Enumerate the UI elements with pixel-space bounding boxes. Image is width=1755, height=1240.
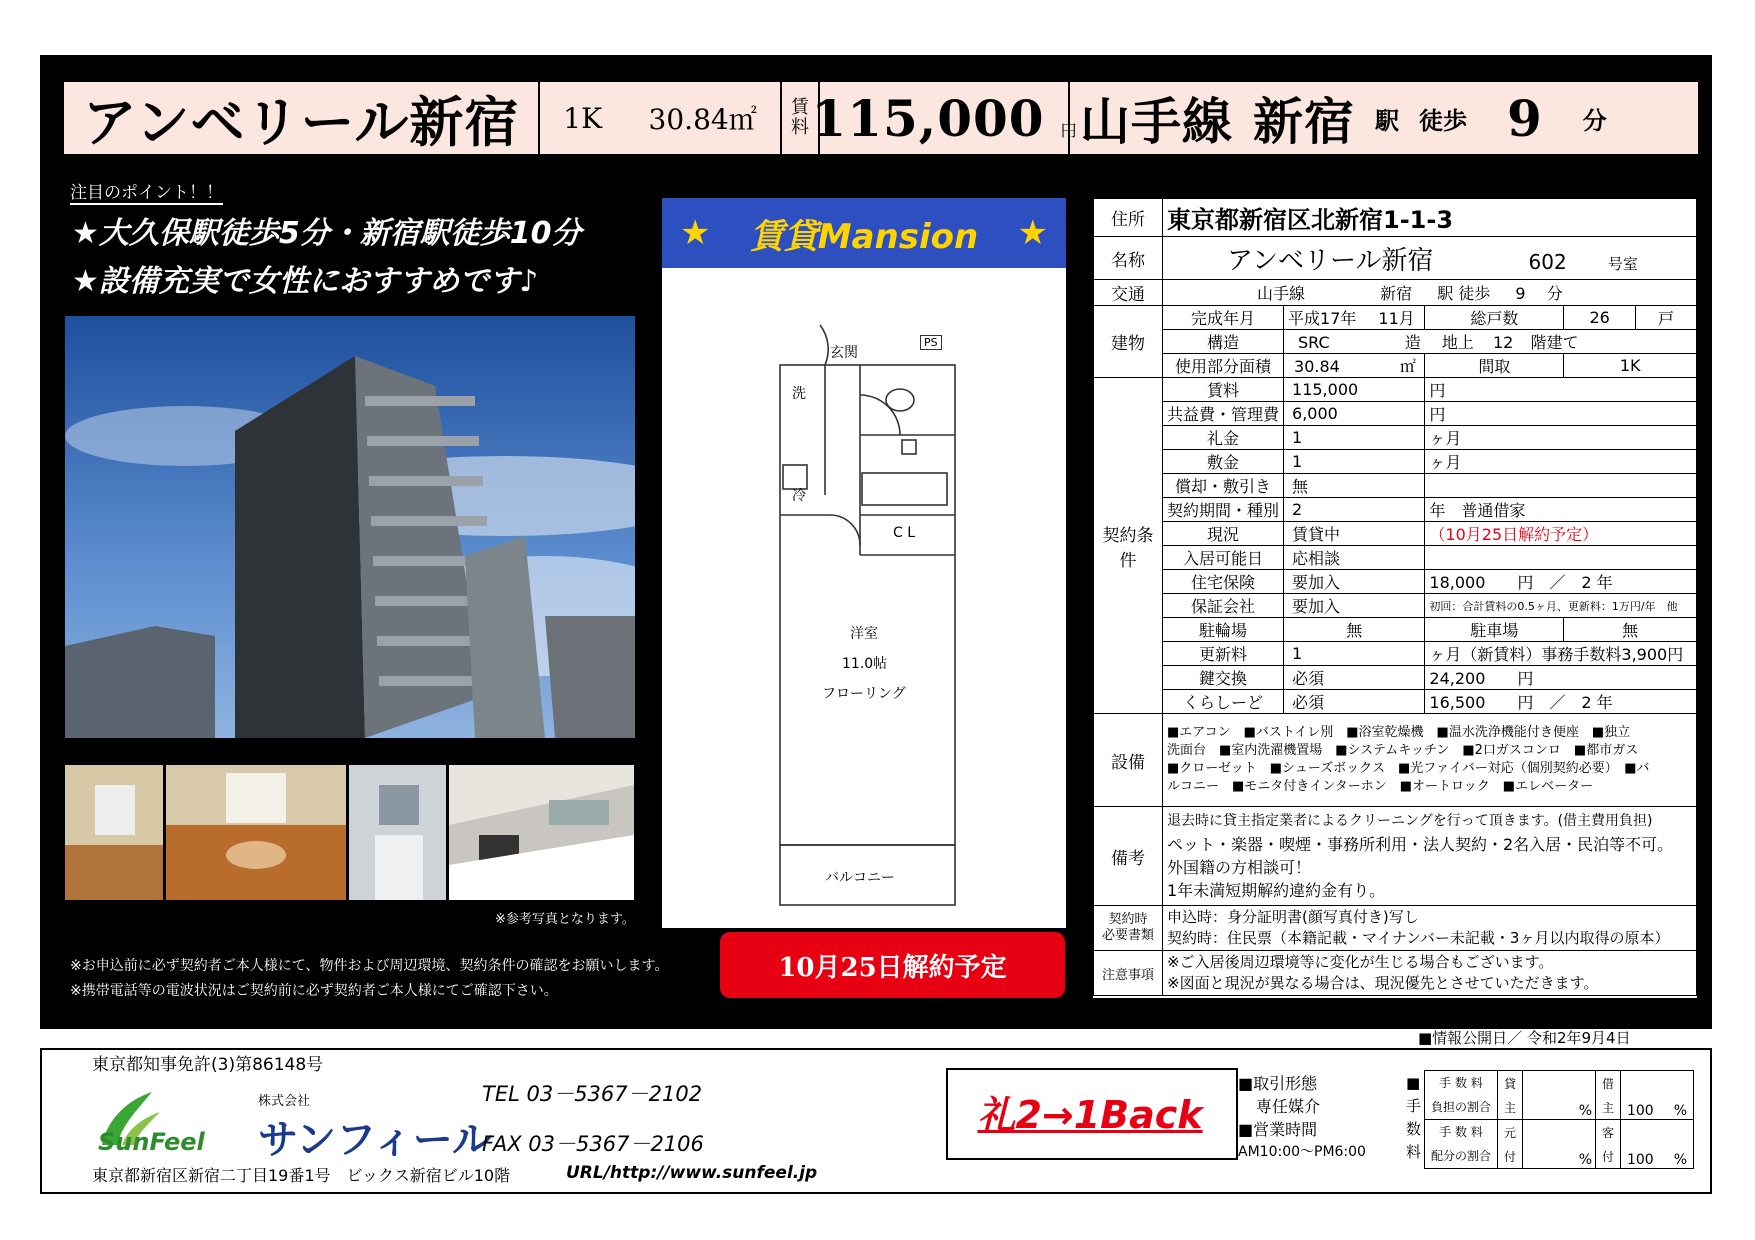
- title-rent-cell: 115,000 円: [820, 82, 1070, 154]
- contract-row: 鍵交換 必須 24,200 円: [1094, 666, 1697, 690]
- star-icon: ★: [1017, 213, 1048, 253]
- contract-row: 敷金 1 ヶ月: [1094, 450, 1697, 474]
- contract-row-label: 駐輪場: [1163, 618, 1284, 642]
- rent-label: 賃 料: [782, 82, 820, 154]
- company-address: 東京都新宿区新宿二丁目19番1号 ビックス新宿ビル10階: [92, 1166, 511, 1185]
- layout: 1K: [563, 101, 602, 135]
- thumb-room: [65, 765, 163, 900]
- contract-row: 礼金 1 ヶ月: [1094, 426, 1697, 450]
- thumb-floor: [166, 765, 346, 900]
- contract-row-label: 契約期間・種別: [1163, 498, 1284, 522]
- room-number: 602: [1528, 249, 1567, 274]
- contract-row-label: くらしーど: [1163, 690, 1284, 714]
- floorplan-drawing: [770, 285, 970, 910]
- cancellation-badge: 10月25日解約予定: [720, 932, 1065, 998]
- traffic-label: 交通: [1094, 280, 1163, 306]
- point-line-1: ★大久保駅徒歩5分・新宿駅徒歩10分: [72, 216, 582, 251]
- thumb-washroom: [349, 765, 446, 900]
- contract-row: 住宅保険 要加入 18,000 円 ／ 2 年: [1094, 570, 1697, 594]
- contract-row-label: 礼金: [1163, 426, 1284, 450]
- floorplan-header: [662, 198, 1066, 268]
- room-label: 洋室: [850, 626, 878, 642]
- address-label: 住所: [1094, 199, 1163, 237]
- warning-1: ※お申込前に必ず契約者ご本人様にて、物件および周辺環境、契約条件の確認をお願いします。: [70, 958, 669, 974]
- contract-row: 契約期間・種別 2 年 普通借家: [1094, 498, 1697, 522]
- company-url[interactable]: URL/http://www.sunfeel.jp: [566, 1163, 818, 1183]
- fee-side-label: ■ 手 数 料: [1406, 1074, 1422, 1161]
- floorplan-heading: 賃貸Mansion: [749, 216, 979, 257]
- contract-row: くらしーど 必須 16,500 円 ／ 2 年: [1094, 690, 1697, 714]
- caution-label: 注意事項: [1094, 951, 1163, 996]
- contract-row-label: 償却・敷引き: [1163, 474, 1284, 498]
- company-en: SunFeel: [98, 1128, 205, 1156]
- walk-minutes: 9: [1507, 88, 1543, 148]
- license-number: 東京都知事免許(3)第86148号: [92, 1055, 324, 1075]
- closet-label: C L: [893, 525, 916, 541]
- building-photo: [65, 316, 635, 738]
- contract-row: 償却・敷引き 無: [1094, 474, 1697, 498]
- title-layout-cell: [540, 82, 782, 154]
- contract-row: 現況 賃貸中 （10月25日解約予定）: [1094, 522, 1697, 546]
- points-heading: 注目のポイント！！: [70, 178, 223, 205]
- info-table: 住所 東京都新宿区北新宿1-1-3 名称 アンベリール新宿 602 号室 交通 山手線 新宿 駅 徒歩 9 分 建物 完成年月 平成17年 11月 総戸数 26 戸 構造 SRC 造 地上 12 階建て 使用部分面積 30.84 ㎡ 間取 1K 契約条件 賃料 115,000 円 共益費・管理費 6,000 円 礼金 1 ヶ月 敷金 1 ヶ月 償却・敷引き 無 契約期間・種別 2 年 普通借家 現況 賃貸中 （10月25日解約予定） 入居可能日 応相談 住宅保険 要加入 18,000 円 ／ 2 年 保証会社 要加入 初回：合計賃料の0.5ヶ月、更新料：1万円/年 他 駐輪場 無 駐車場 無 更新料 1 ヶ月（新賃料）事務手数料3,900円 鍵交換 必須 24,200 円 くらしーど 必須 16,500 円 ／ 2 年 設備 ■エアコン ■バストイレ別 ■浴室乾燥機 ■温水洗浄機能付き便座 ■独立 洗面台 ■室内洗濯機置場 ■システムキッチン ■2口ガスコンロ ■都市ガス ■クローゼット ■シューズボックス ■光ファイバー対応（個別契約必要） ■バ ルコニー ■モニタ付きインターホン ■オートロック ■エレベーター 備考 退去時に貸主指定業者によるクリーニングを行って頂きます。(借主費用負担) ペット・楽器・喫煙・事務所利用・法人契約・2名入居・民泊等不可。 外国籍の方相談可！ 1年未満短期解約違約金有り。 契約時 必要書類 申込時：身分証明書(顔写真付き)写し 契約時：住民票（本籍記載・マイナンバー未記載・3ヶ月以内取得の原本） 注意事項 ※ご入居後周辺環境等に変化が生じる場合もございます。 ※図面と現況が異なる場合は、現況優先とさせていただきます。: [1093, 198, 1697, 998]
- company-jp: サンフィール: [258, 1117, 492, 1163]
- contract-row-label: 共益費・管理費: [1163, 402, 1284, 426]
- line-name: 山手線: [1080, 92, 1233, 151]
- contract-row-label: 更新料: [1163, 642, 1284, 666]
- contract-row: 保証会社 要加入 初回：合計賃料の0.5ヶ月、更新料：1万円/年 他: [1094, 594, 1697, 618]
- title-access-cell: 山手線 新宿 駅 徒歩 9 分: [1070, 82, 1696, 154]
- fax: FAX 03－5367－2106: [482, 1132, 704, 1156]
- photo-note: ※参考写真となります。: [495, 912, 635, 927]
- area: 30.84㎡: [648, 103, 757, 136]
- contract-row: 契約条件 賃料 115,000 円: [1094, 378, 1697, 402]
- ps-label: PS: [920, 335, 942, 350]
- facilities-label: 設備: [1094, 714, 1163, 807]
- property-name: アンベリール新宿: [82, 89, 520, 154]
- building-name: アンベリール新宿: [1227, 245, 1434, 276]
- deal-info: ■取引形態 専任媒介 ■営業時間 AM10:00～PM6:00: [1238, 1074, 1366, 1160]
- contract-row-label: 鍵交換: [1163, 666, 1284, 690]
- name-label: 名称: [1094, 237, 1163, 280]
- room-floor: フローリング: [822, 686, 906, 702]
- contract-row-label: 賃料: [1163, 378, 1284, 402]
- contract-row-label: 保証会社: [1163, 594, 1284, 618]
- tel: TEL 03－5367－2102: [482, 1082, 703, 1106]
- contract-row-label: 入居可能日: [1163, 546, 1284, 570]
- company-prefix: 株式会社: [258, 1094, 311, 1109]
- contract-label: 契約条件: [1094, 378, 1163, 714]
- star-icon: ★: [680, 213, 711, 253]
- contract-row: 共益費・管理費 6,000 円: [1094, 402, 1697, 426]
- balcony-label: バルコニー: [825, 870, 895, 886]
- contract-row: 入居可能日 応相談: [1094, 546, 1697, 570]
- docs-label: 契約時 必要書類: [1094, 906, 1163, 951]
- station-name: 新宿: [1253, 92, 1355, 151]
- building-label: 建物: [1094, 306, 1163, 378]
- contract-row-label: 敷金: [1163, 450, 1284, 474]
- promo-text: 礼2→1Back: [977, 1093, 1203, 1137]
- point-line-2: ★設備充実で女性におすすめです♪: [72, 264, 539, 299]
- genkan-label: 玄関: [830, 345, 858, 361]
- contract-row: 駐輪場 無 駐車場 無: [1094, 618, 1697, 642]
- warning-2: ※携帯電話等の電波状況はご契約前に必ず契約者ご本人様にてご確認下さい。: [70, 983, 558, 999]
- title-bar: [62, 80, 1700, 156]
- address: 東京都新宿区北新宿1-1-3: [1163, 199, 1697, 237]
- rei-label: 冷: [792, 488, 806, 504]
- room-size: 11.0帖: [842, 656, 888, 672]
- contract-row: 更新料 1 ヶ月（新賃料）事務手数料3,900円: [1094, 642, 1697, 666]
- contract-row-label: 現況: [1163, 522, 1284, 546]
- sen-label: 洗: [792, 386, 806, 402]
- thumb-kitchen: [449, 765, 634, 900]
- disclosure-date: ■情報公開日／ 令和2年9月4日: [1418, 1029, 1631, 1047]
- title-name-cell: [64, 82, 540, 154]
- rent: 115,000: [811, 88, 1045, 148]
- contract-row-label: 住宅保険: [1163, 570, 1284, 594]
- remarks-label: 備考: [1094, 807, 1163, 906]
- fee-table: 手 数 料 負担の割合 貸 % 借 100 % 主 主 手 数 料 配分の割合 元 % 客 100 % 付 付: [1424, 1070, 1694, 1169]
